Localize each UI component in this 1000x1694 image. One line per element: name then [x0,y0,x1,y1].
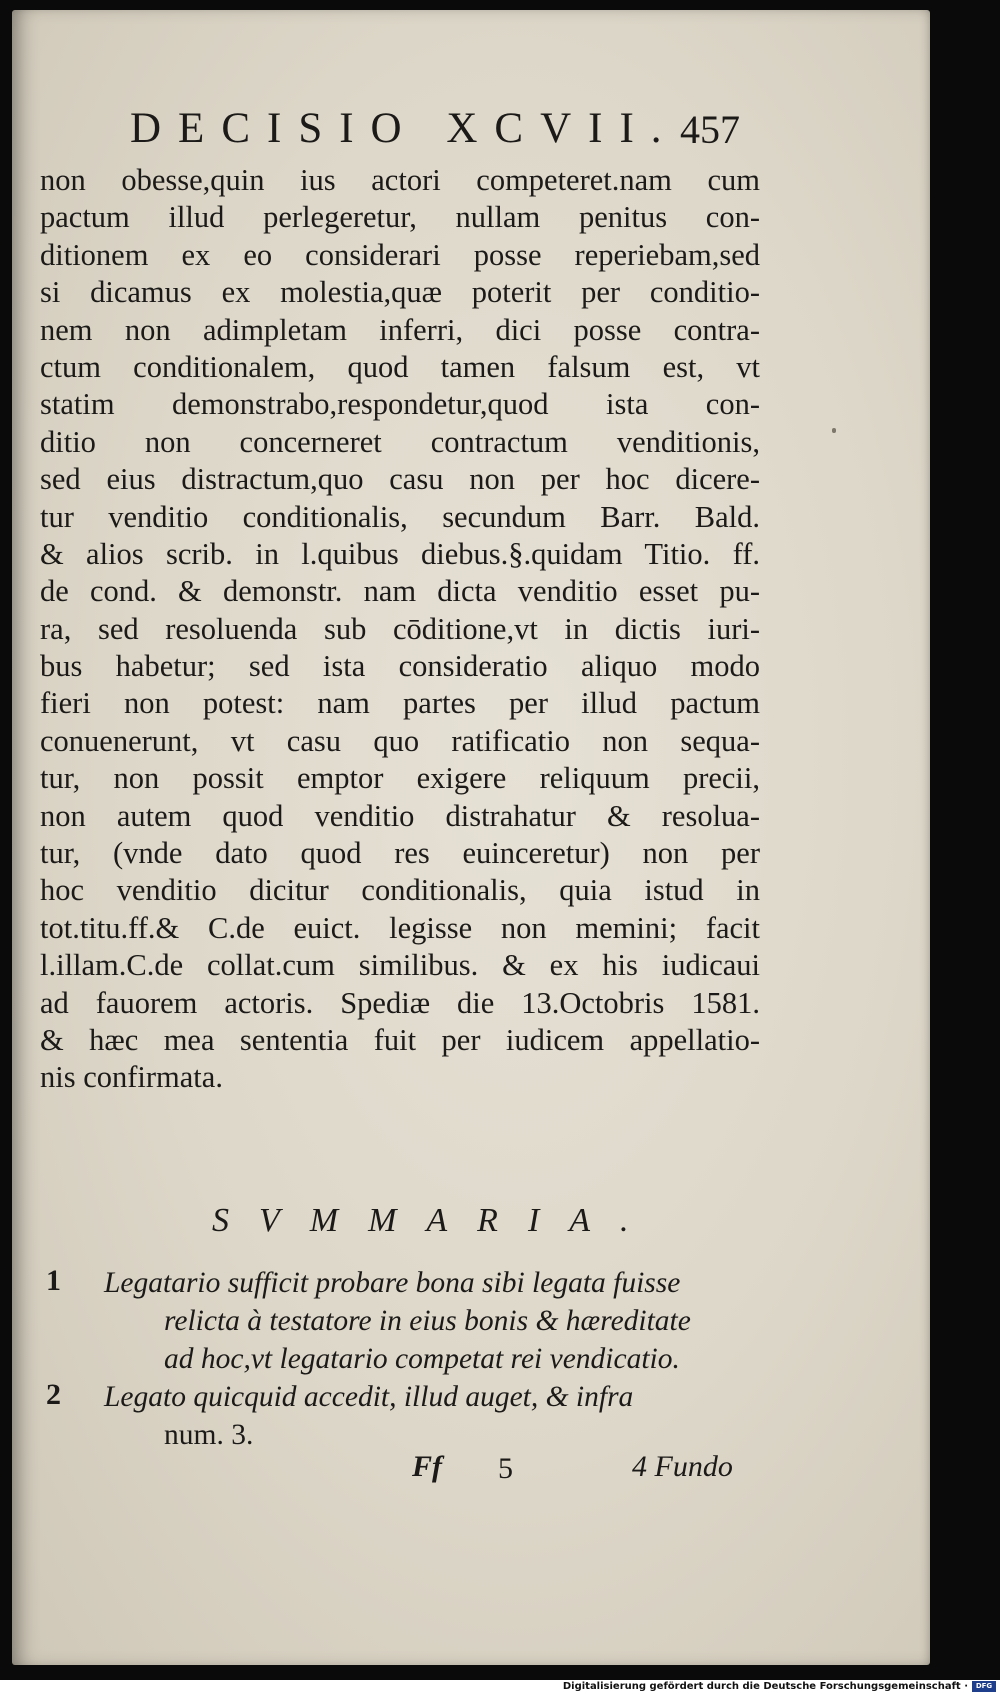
catchword: 4 Fundo [632,1450,733,1483]
summaria-item [34,1264,754,1378]
body-text [40,162,760,1097]
text-line: non obesse,quin ius actori competeret.nam cum [40,163,760,197]
text-line: ad fauorem actoris. Spediæ die 13.Octobris 1581. [40,985,760,1020]
text-line: si dicamus ex molestia,quæ poterit per conditio- [40,275,760,310]
text-line: ra, sed resoluenda sub cōditione,vt in dictis iuri- [40,611,760,646]
running-head: DECISIO XCVII. [130,105,679,152]
text-line: bus habetur; sed ista consideratio aliquo modo [40,649,760,684]
text-line: non autem quod venditio distrahatur & resolua- [40,798,760,833]
summaria-line: Legato quicquid accedit, illud auget, & infra [104,1381,634,1413]
ink-spot [832,428,836,433]
summaria-item [34,1378,754,1454]
text-line: tot.titu.ff.& C.de euict. legisse non memini; facit [40,910,760,945]
page-header [130,98,740,158]
signature-mark: Ff [412,1450,442,1483]
summaria-line: Legatario sufficit probare bona sibi legata fuisse [104,1267,681,1299]
text-line: nis confirmata. [40,1060,223,1095]
text-line: de cond. & demonstr. nam dicta venditio esset pu- [40,574,760,609]
text-line: ditio non concerneret contractum venditionis, [40,424,760,459]
text-line: pactum illud perlegeretur, nullam penitus con- [40,200,760,235]
text-line: & alios scrib. in l.quibus diebus.§.quidam Titio. ff. [40,536,760,571]
footer-bar [0,1680,1000,1694]
text-line: & hæc mea sententia fuit per iudicem appellatio- [40,1022,760,1057]
signature-number: 5 [498,1452,513,1485]
text-line: l.illam.C.de collat.cum similibus. & ex his iudicaui [40,948,760,983]
text-line: hoc venditio dicitur conditionalis, quia istud in [40,873,760,908]
footer-credit: Digitalisierung gefördert durch die Deutsche Forschungsgemeinschaft · [562,1681,968,1692]
summaria-line: relicta à testatore in eius bonis & hæreditate [164,1305,691,1337]
summaria-heading: SVMMARIA. [212,1202,659,1239]
text-line: tur, non possit emptor exigere reliquum precii, [40,761,760,796]
text-line: tur, (vnde dato quod res euinceretur) non per [40,836,760,871]
book-page [12,10,930,1665]
page-number: 457 [680,107,740,152]
summaria-list [34,1264,754,1454]
text-line: fieri non potest: nam partes per illud pactum [40,686,760,721]
dfg-logo-icon: DFG [972,1681,996,1692]
summaria-line: ad hoc,vt legatario competat rei vendicatio. [164,1343,680,1375]
text-line: ctum conditionalem, quod tamen falsum est, vt [40,349,760,384]
text-line: conuenerunt, vt casu quo ratificatio non sequa- [40,723,760,758]
summaria-number: 1 [46,1264,61,1297]
text-line: nem non adimpletam inferri, dici posse contra- [40,312,760,347]
text-line: ditionem ex eo considerari posse reperiebam,sed [40,237,760,272]
summaria-number: 2 [46,1378,61,1411]
text-line: tur venditio conditionalis, secundum Barr. Bald. [40,499,760,534]
summaria-line: num. 3. [164,1419,254,1451]
text-line: sed eius distractum,quo casu non per hoc dicere- [40,462,760,497]
text-line: statim demonstrabo,respondetur,quod ista con- [40,387,760,422]
